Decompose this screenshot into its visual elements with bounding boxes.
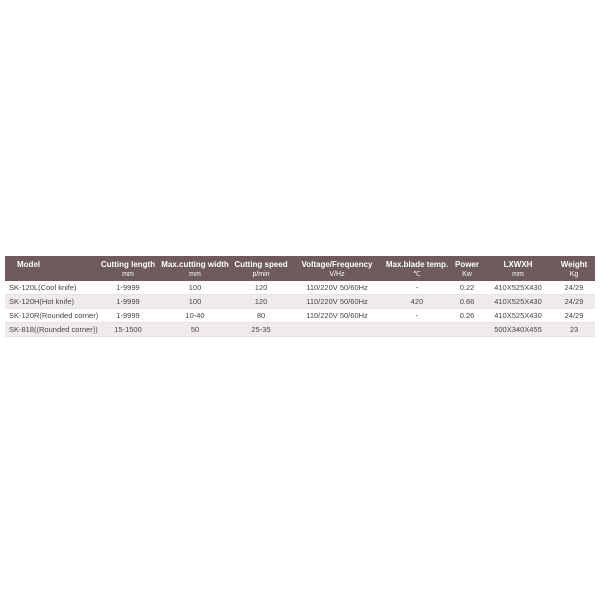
cell-power: 0.66 <box>451 295 483 309</box>
cell-cutting-speed: 120 <box>231 295 291 309</box>
cell-model: SK-818((Rounded corner)) <box>5 323 97 337</box>
cell-max-blade-temp: 420 <box>383 295 451 309</box>
cell-max-blade-temp <box>383 323 451 337</box>
cell-max-cutting-width: 100 <box>159 281 231 295</box>
cell-cutting-length: 1-9999 <box>97 309 159 323</box>
cell-dimensions: 500X340X455 <box>483 323 553 337</box>
cell-model: SK-120H(Hot knife) <box>5 295 97 309</box>
cell-max-cutting-width: 10-40 <box>159 309 231 323</box>
cell-max-cutting-width: 50 <box>159 323 231 337</box>
header-row <box>5 256 595 281</box>
cell-cutting-length: 15-1500 <box>97 323 159 337</box>
header-cutting-length: Cutting length mm <box>97 256 159 281</box>
header-max-blade-temp: Max.blade temp. ℃ <box>383 256 451 281</box>
cell-cutting-length: 1-9999 <box>97 295 159 309</box>
spec-table <box>5 256 595 337</box>
table-row <box>5 281 595 295</box>
cell-weight: 24/29 <box>553 281 595 295</box>
header-weight: Weight Kg <box>553 256 595 281</box>
table-row <box>5 295 595 309</box>
header-max-cutting-width: Max.cutting width mm <box>159 256 231 281</box>
cell-cutting-speed: 120 <box>231 281 291 295</box>
header-cutting-speed: Cutting speed p/min <box>231 256 291 281</box>
cell-max-blade-temp: - <box>383 281 451 295</box>
cell-cutting-speed: 25-35 <box>231 323 291 337</box>
header-model: Model <box>5 256 97 281</box>
header-power: Power Kw <box>451 256 483 281</box>
cell-weight: 23 <box>553 323 595 337</box>
cell-voltage-frequency: 110/220V 50/60Hz <box>291 281 383 295</box>
table-row <box>5 323 595 337</box>
cell-cutting-length: 1-9999 <box>97 281 159 295</box>
cell-voltage-frequency: 110/220V 50/60Hz <box>291 295 383 309</box>
cell-weight: 24/29 <box>553 309 595 323</box>
header-dimensions: LXWXH mm <box>483 256 553 281</box>
cell-max-cutting-width: 100 <box>159 295 231 309</box>
cell-model: SK-120R(Rounded corner) <box>5 309 97 323</box>
cell-cutting-speed: 80 <box>231 309 291 323</box>
header-voltage-frequency: Voltage/Frequency V/Hz <box>291 256 383 281</box>
cell-voltage-frequency <box>291 323 383 337</box>
cell-max-blade-temp: - <box>383 309 451 323</box>
cell-dimensions: 410X525X430 <box>483 295 553 309</box>
cell-power <box>451 323 483 337</box>
cell-power: 0.26 <box>451 309 483 323</box>
cell-weight: 24/29 <box>553 295 595 309</box>
cell-dimensions: 410X525X430 <box>483 281 553 295</box>
cell-voltage-frequency: 110/220V 50/60Hz <box>291 309 383 323</box>
cell-dimensions: 410X525X430 <box>483 309 553 323</box>
table-row <box>5 309 595 323</box>
cell-model: SK-120L(Cool knife) <box>5 281 97 295</box>
cell-power: 0.22 <box>451 281 483 295</box>
